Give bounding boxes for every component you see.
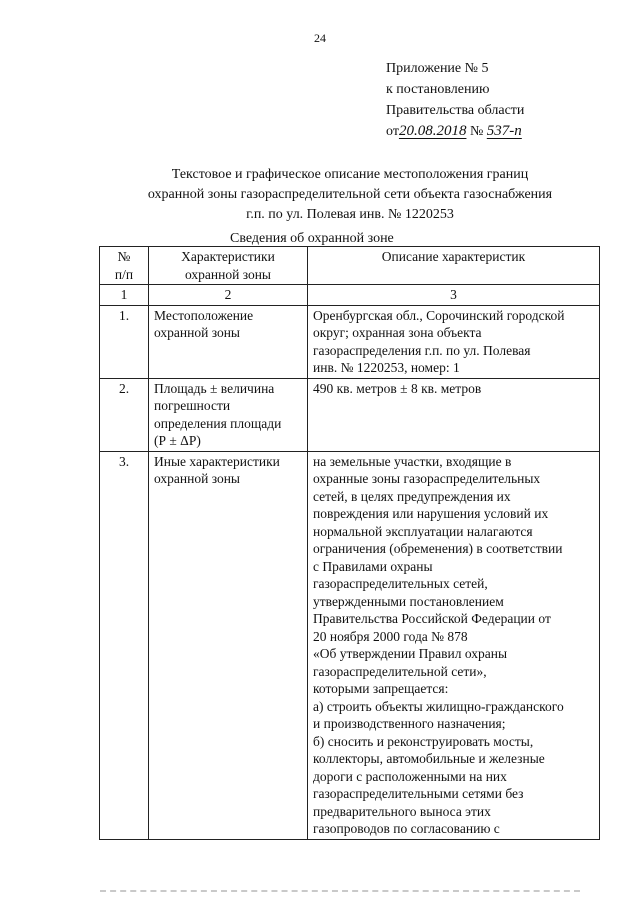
description-line: 20 ноября 2000 года № 878 bbox=[313, 628, 468, 644]
title-line-3: г.п. по ул. Полевая инв. № 1220253 bbox=[246, 207, 454, 222]
description-line: «Об утверждении Правил охраны bbox=[313, 646, 508, 661]
row-description bbox=[308, 305, 600, 378]
document-title bbox=[60, 165, 640, 225]
header-description: Описание характеристик bbox=[308, 247, 600, 285]
characteristic-line: погрешности bbox=[154, 398, 231, 413]
handwritten-date: 20.08.2018 bbox=[398, 123, 467, 139]
header-characteristics bbox=[149, 247, 308, 285]
table-caption: Сведения об охранной зоне bbox=[230, 231, 394, 246]
row-characteristic bbox=[149, 378, 308, 451]
handwritten-number: 537-п bbox=[486, 123, 522, 139]
characteristic-line: охранной зоны bbox=[154, 471, 241, 486]
col-number-3: 3 bbox=[308, 285, 600, 306]
row-characteristic bbox=[149, 305, 308, 378]
description-line: и производственного назначения; bbox=[313, 716, 506, 731]
description-line: дороги с расположенными на них bbox=[313, 768, 507, 784]
page-number: 24 bbox=[314, 31, 326, 45]
description-line: б) сносить и реконструировать мосты, bbox=[313, 733, 534, 749]
description-line: охранные зоны газораспределительных bbox=[313, 471, 541, 486]
title-line-2: охранной зоны газораспределительной сети объекта газоснабжения bbox=[147, 187, 553, 202]
description-line: а) строить объекты жилищно-гражданского bbox=[313, 698, 564, 714]
table-row bbox=[100, 305, 600, 378]
protection-zone-table bbox=[99, 246, 600, 840]
description-line: газопроводов по согласованию с bbox=[313, 821, 500, 836]
table-row bbox=[100, 378, 600, 451]
description-line: повреждения или нарушения условий их bbox=[313, 506, 549, 521]
characteristic-line: охранной зоны bbox=[154, 325, 241, 340]
col-number-2: 2 bbox=[149, 285, 308, 306]
description-line: инв. № 1220253, номер: 1 bbox=[313, 360, 460, 375]
annex-line-3: Правительства области bbox=[386, 103, 525, 118]
description-line: ограничения (обременения) в соответствии bbox=[313, 541, 563, 556]
characteristic-line: Местоположение bbox=[154, 307, 254, 323]
annex-line-2: к постановлению bbox=[386, 82, 490, 97]
annex-line-1: Приложение № 5 bbox=[386, 61, 489, 76]
header-num-line-1: № bbox=[117, 249, 131, 264]
table-header-row bbox=[100, 247, 600, 285]
description-line: 490 кв. метров ± 8 кв. метров bbox=[313, 380, 482, 396]
description-line: газораспределения г.п. по ул. Полевая bbox=[313, 342, 531, 358]
row-characteristic bbox=[149, 451, 308, 839]
annex-block bbox=[386, 58, 524, 142]
description-line: Оренбургская обл., Сорочинский городской bbox=[313, 307, 565, 323]
description-line: газораспределительными сетями без bbox=[313, 786, 524, 801]
header-num-line-2: п/п bbox=[114, 266, 134, 282]
description-line: на земельные участки, входящие в bbox=[313, 453, 512, 469]
description-line: которыми запрещается: bbox=[313, 681, 449, 696]
table-row bbox=[100, 451, 600, 839]
description-line: газораспределительных сетей, bbox=[313, 576, 488, 591]
column-number-row bbox=[100, 285, 600, 306]
description-line: с Правилами охраны bbox=[313, 558, 433, 574]
description-line: утвержденными постановлением bbox=[313, 593, 504, 609]
characteristic-line: определения площади bbox=[154, 415, 282, 431]
characteristic-line: (Р ± ΔР) bbox=[154, 433, 201, 448]
row-number: 1. bbox=[100, 305, 149, 378]
header-char-line-2: охранной зоны bbox=[184, 266, 271, 282]
description-line: округ; охранная зона объекта bbox=[313, 325, 482, 340]
characteristic-line: Площадь ± величина bbox=[154, 380, 275, 396]
description-line: предварительного выноса этих bbox=[313, 803, 491, 819]
description-line: нормальной эксплуатации налагаются bbox=[313, 523, 533, 539]
description-line: газораспределительной сети», bbox=[313, 663, 487, 679]
description-line: Правительства Российской Федерации от bbox=[313, 611, 551, 626]
description-line: коллекторы, автомобильные и железные bbox=[313, 751, 545, 766]
annex-from-label: от bbox=[386, 124, 399, 139]
annex-number-sign: № bbox=[469, 124, 484, 139]
row-number: 3. bbox=[100, 451, 149, 839]
header-num bbox=[100, 247, 149, 285]
header-char-line-1: Характеристики bbox=[181, 249, 275, 264]
annex-date-line bbox=[386, 121, 524, 142]
characteristic-line: Иные характеристики bbox=[154, 453, 280, 469]
bottom-scan-artifact bbox=[100, 890, 580, 896]
row-number: 2. bbox=[100, 378, 149, 451]
row-description bbox=[308, 451, 600, 839]
description-line: сетей, в целях предупреждения их bbox=[313, 488, 511, 504]
col-number-1: 1 bbox=[100, 285, 149, 306]
row-description bbox=[308, 378, 600, 451]
title-line-1: Текстовое и графическое описание местоположения границ bbox=[171, 167, 529, 182]
